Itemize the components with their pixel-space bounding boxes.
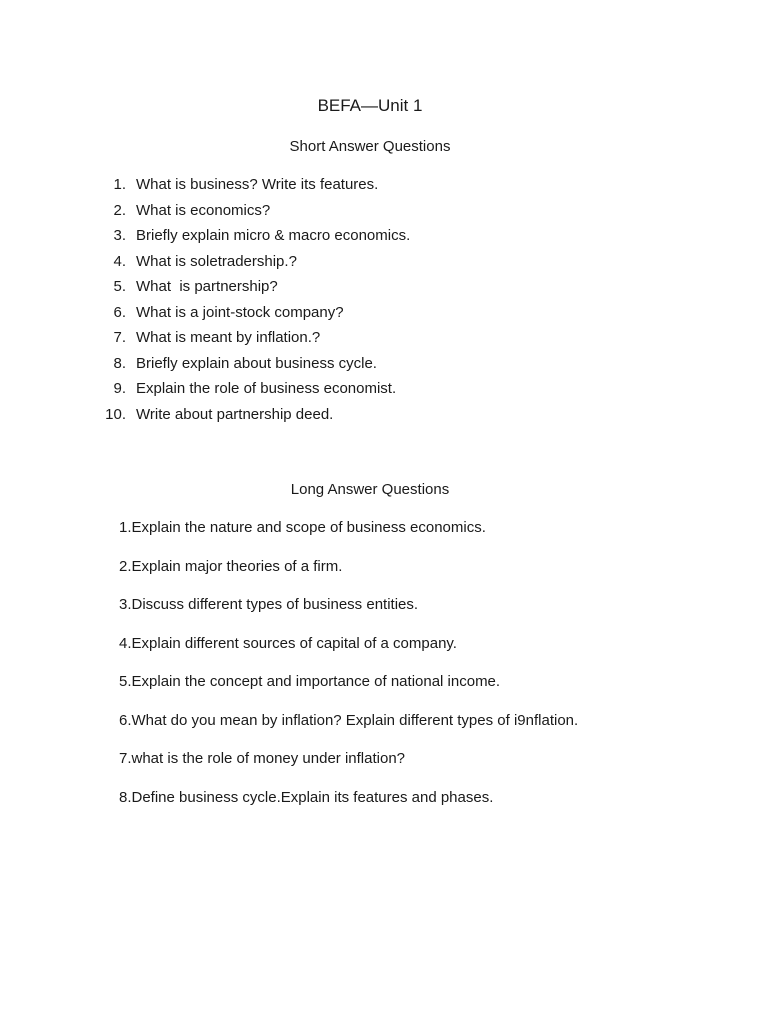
item-number: 4. (113, 252, 126, 270)
short-answer-heading: Short Answer Questions (289, 138, 451, 155)
document-title: BEFA—Unit 1 (317, 96, 423, 115)
item-text: What is business? Write its features. (136, 176, 379, 193)
item-number: 2. (113, 201, 126, 219)
item-number: 7. (113, 329, 126, 346)
list-item: 3.Discuss different types of business entities. (119, 596, 419, 613)
list-item: 8.Define business cycle.Explain its features and phases. (119, 788, 494, 806)
list-item: 2.Explain major theories of a firm. (119, 557, 343, 575)
item-number: 8. (113, 354, 126, 372)
item-text: What is partnership? (136, 278, 278, 295)
item-number: 1. (113, 176, 126, 193)
item-text: Briefly explain micro & macro economics. (136, 227, 411, 244)
item-number: 6. (113, 303, 126, 321)
item-number: 10. (105, 405, 126, 423)
item-text: What is a joint-stock company? (136, 303, 344, 321)
item-number: 3. (113, 227, 126, 244)
list-item: 7.what is the role of money under inflation? (119, 750, 406, 767)
item-text: What is economics? (136, 201, 271, 219)
item-text: Write about partnership deed. (136, 405, 334, 423)
item-number: 9. (113, 380, 126, 397)
item-text: Explain the role of business economist. (136, 380, 397, 397)
list-item: 1.Explain the nature and scope of business economics. (119, 519, 486, 536)
long-answer-heading: Long Answer Questions (290, 481, 450, 498)
item-number: 5. (113, 278, 126, 295)
item-text: What is soletradership.? (136, 252, 297, 270)
item-text: What is meant by inflation.? (136, 329, 321, 346)
item-text: Briefly explain about business cycle. (136, 354, 377, 372)
list-item: 4.Explain different sources of capital of a company. (119, 634, 457, 652)
list-item: 5.Explain the concept and importance of national income. (119, 673, 501, 690)
long-answer-list (119, 517, 578, 825)
list-item: 6.What do you mean by inflation? Explain different types of i9nflation. (119, 711, 579, 729)
